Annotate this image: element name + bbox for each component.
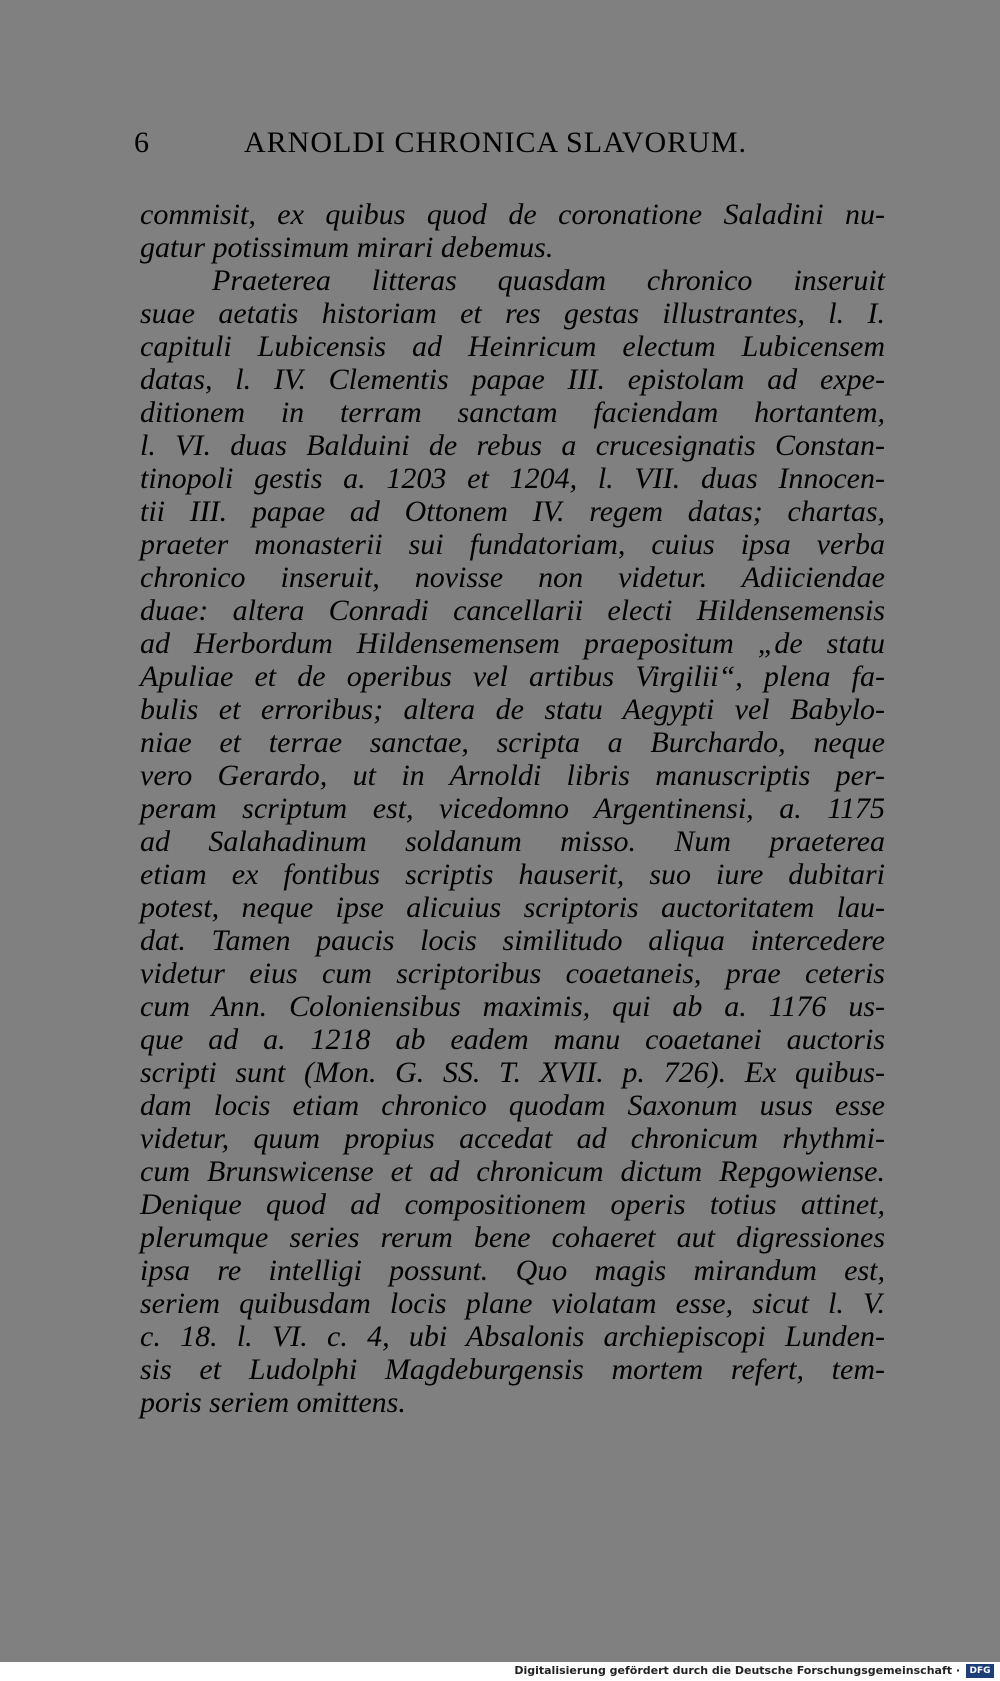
text-line: poris seriem omittens.	[140, 1386, 406, 1419]
text-line: tinopoli gestis a. 1203 et 1204, l. VII. duas Innocen-	[140, 462, 885, 495]
text-line: commisit, ex quibus quod de coronatione Saladini nu-	[140, 198, 885, 231]
text-line: duae: altera Conradi cancellarii electi Hildensemensis	[140, 594, 885, 627]
footer-bar	[0, 1662, 1000, 1681]
text-line: niae et terrae sanctae, scripta a Burchardo, neque	[140, 726, 885, 759]
text-line: gatur potissimum mirari debemus.	[140, 231, 554, 264]
text-line: Praeterea litteras quasdam chronico inseruit	[212, 264, 885, 297]
text-line: capituli Lubicensis ad Heinricum electum Lubicensem	[140, 330, 885, 363]
text-line: videtur, quum propius accedat ad chronicum rhythmi-	[140, 1122, 885, 1155]
text-line: que ad a. 1218 ab eadem manu coaetanei auctoris	[140, 1023, 885, 1056]
text-line: tii III. papae ad Ottonem IV. regem datas; chartas,	[140, 495, 885, 528]
text-line: suae aetatis historiam et res gestas illustrantes, l. I.	[140, 297, 885, 330]
text-line: bulis et erroribus; altera de statu Aegypti vel Babylo-	[140, 693, 885, 726]
text-line: sis et Ludolphi Magdeburgensis mortem refert, tem-	[140, 1353, 885, 1386]
text-line: etiam ex fontibus scriptis hauserit, suo iure dubitari	[140, 858, 885, 891]
text-line: ditionem in terram sanctam faciendam hortantem,	[140, 396, 885, 429]
text-line: cum Brunswicense et ad chronicum dictum Repgowiense.	[140, 1155, 885, 1188]
text-line: datas, l. IV. Clementis papae III. epistolam ad expe-	[140, 363, 885, 396]
dfg-logo: DFG	[966, 1664, 994, 1678]
text-line: ipsa re intelligi possunt. Quo magis mirandum est,	[140, 1254, 885, 1287]
text-line: dat. Tamen paucis locis similitudo aliqua intercedere	[140, 924, 885, 957]
page-number: 6	[134, 126, 150, 159]
text-line: peram scriptum est, vicedomno Argentinensi, a. 1175	[140, 792, 885, 825]
text-line: Apuliae et de operibus vel artibus Virgilii“, plena fa-	[140, 660, 885, 693]
text-line: l. VI. duas Balduini de rebus a crucesignatis Constan-	[140, 429, 885, 462]
text-line: vero Gerardo, ut in Arnoldi libris manuscriptis per-	[140, 759, 885, 792]
text-line: Denique quod ad compositionem operis totius attinet,	[140, 1188, 885, 1221]
text-line: seriem quibusdam locis plane violatam esse, sicut l. V.	[140, 1287, 885, 1320]
running-head	[134, 126, 774, 166]
digitization-credit: Digitalisierung gefördert durch die Deutsche Forschungsgemeinschaft ·	[514, 1664, 960, 1677]
text-line: ad Herbordum Hildensemensem praepositum „de statu	[140, 627, 885, 660]
text-line: chronico inseruit, novisse non videtur. Adiiciendae	[140, 561, 885, 594]
text-line: ad Salahadinum soldanum misso. Num praeterea	[140, 825, 885, 858]
text-line: dam locis etiam chronico quodam Saxonum usus esse	[140, 1089, 885, 1122]
page-title: ARNOLDI CHRONICA SLAVORUM.	[244, 126, 747, 159]
text-line: plerumque series rerum bene cohaeret aut digressiones	[140, 1221, 885, 1254]
text-line: praeter monasterii sui fundatoriam, cuius ipsa verba	[140, 528, 885, 561]
text-line: potest, neque ipse alicuius scriptoris auctoritatem lau-	[140, 891, 885, 924]
text-line: scripti sunt (Mon. G. SS. T. XVII. p. 726). Ex quibus-	[140, 1056, 885, 1089]
body-text	[140, 198, 885, 1419]
text-line: cum Ann. Coloniensibus maximis, qui ab a. 1176 us-	[140, 990, 885, 1023]
text-line: c. 18. l. VI. c. 4, ubi Absalonis archiepiscopi Lunden-	[140, 1320, 885, 1353]
text-line: videtur eius cum scriptoribus coaetaneis, prae ceteris	[140, 957, 885, 990]
